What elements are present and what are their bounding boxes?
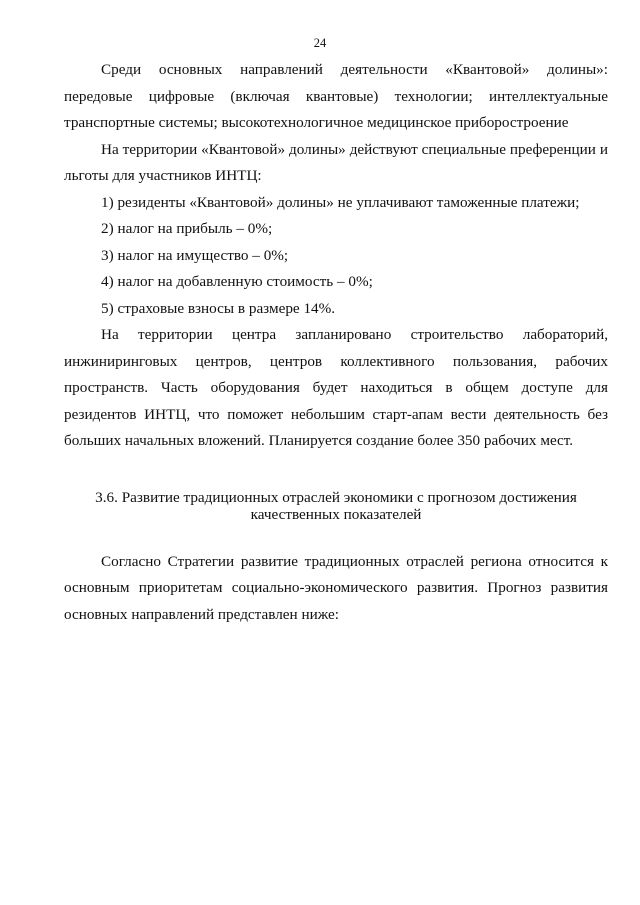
section-heading: 3.6. Развитие традиционных отраслей экономики с прогнозом достижения качественных показателей — [95, 488, 577, 523]
privilege-item-customs: 1) резиденты «Квантовой» долины» не уплачивают таможенные платежи; — [101, 193, 580, 211]
privilege-item-vat: 4) налог на добавленную стоимость – 0%; — [101, 273, 373, 290]
paragraph-labs: На территории центра запланировано строительство лабораторий, инжиниринговых центров, центров коллективного пользования, рабочих пространств. Часть оборудования будет находиться в общем доступе для резидентов ИНТЦ, что поможет небольшим старт-апам вести деятельность без больших начальных вложений. Планируется создание более 350 рабочих мест. — [64, 326, 608, 449]
paragraph-preferences: На территории «Квантовой» долины» действуют специальные преференции и льготы для участников ИНТЦ: — [64, 140, 608, 184]
page-number: 24 — [313, 36, 327, 50]
paragraph-strategy: Согласно Стратегии развитие традиционных отраслей региона относится к основным приоритетам социально-экономического развития. Прогноз развития основных направлений представлен ниже: — [64, 552, 608, 623]
privilege-item-insurance: 5) страховые взносы в размере 14%. — [101, 299, 336, 317]
paragraph-directions: Среди основных направлений деятельности «Квантовой» долины»: передовые цифровые (включая квантовые) технологии; интеллектуальные транспортные системы; высокотехнологичное медицинское приборостроение — [64, 61, 608, 131]
privilege-item-property-tax: 3) налог на имущество – 0%; — [101, 246, 289, 264]
privilege-item-profit-tax: 2) налог на прибыль – 0%; — [101, 220, 273, 237]
document-body — [64, 57, 608, 628]
